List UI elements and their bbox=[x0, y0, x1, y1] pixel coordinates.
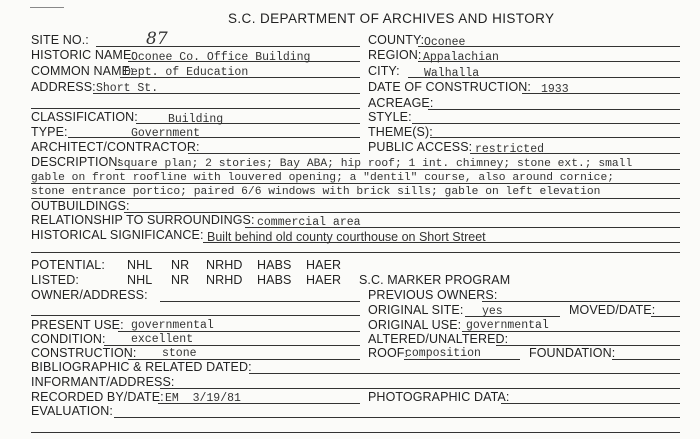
original-site-line bbox=[465, 316, 560, 317]
construction-label: CONSTRUCTION: bbox=[31, 346, 137, 360]
form-title: S.C. DEPARTMENT OF ARCHIVES AND HISTORY bbox=[228, 11, 555, 26]
city-label: CITY: bbox=[368, 64, 400, 78]
evaluation-extra-line bbox=[31, 432, 680, 433]
listed-habs[interactable]: HABS bbox=[257, 273, 292, 287]
public-access-value: restricted bbox=[475, 143, 545, 156]
description-line-2: gable on front roofline with louvered opening; a "dentil" course, also around cornice; bbox=[31, 172, 615, 184]
description-label: DESCRIPTION: bbox=[31, 155, 122, 169]
potential-nhl[interactable]: NHL bbox=[127, 258, 153, 272]
date-construction-label: DATE OF CONSTRUCTION: bbox=[368, 80, 531, 94]
county-value: Oconee bbox=[424, 36, 466, 49]
address-value: Short St. bbox=[96, 82, 159, 95]
site-no-value: 87 bbox=[146, 29, 168, 49]
moved-date-line bbox=[651, 316, 680, 317]
type-line bbox=[68, 137, 360, 138]
relationship-value: commercial area bbox=[257, 216, 361, 229]
previous-owners-label: PREVIOUS OWNERS: bbox=[368, 288, 498, 302]
type-label: TYPE: bbox=[31, 125, 68, 139]
bibliographic-label: BIBLIOGRAPHIC & RELATED DATED: bbox=[31, 360, 252, 374]
original-use-label: ORIGINAL USE: bbox=[368, 318, 462, 332]
owner-extra-line bbox=[31, 315, 360, 316]
original-site-label: ORIGINAL SITE: bbox=[368, 303, 464, 317]
section-divider bbox=[31, 108, 360, 109]
architect-line bbox=[188, 153, 360, 154]
style-line bbox=[412, 123, 680, 124]
present-use-label: PRESENT USE: bbox=[31, 318, 124, 332]
previous-owners-line bbox=[482, 301, 680, 302]
county-label: COUNTY: bbox=[368, 33, 425, 47]
description-line-3: stone entrance portico; paired 6/6 windows with brick sills; gable on left elevation bbox=[31, 186, 601, 198]
foundation-line bbox=[612, 359, 680, 360]
date-construction-value: 1933 bbox=[541, 83, 569, 96]
outbuildings-label: OUTBUILDINGS: bbox=[31, 199, 130, 213]
evaluation-line bbox=[114, 417, 680, 418]
description-underline-2 bbox=[31, 183, 680, 184]
listed-haer[interactable]: HAER bbox=[306, 273, 342, 287]
significance-label: HISTORICAL SIGNIFICANCE: bbox=[31, 228, 204, 242]
photographic-data-label: PHOTOGRAPHIC DATA: bbox=[368, 390, 510, 404]
themes-label: THEME(S): bbox=[368, 125, 433, 139]
historic-name-label: HISTORIC NAME: bbox=[31, 48, 135, 62]
photographic-data-line bbox=[501, 403, 680, 404]
roof-label: ROOF: bbox=[368, 346, 409, 360]
foundation-label: FOUNDATION: bbox=[529, 346, 616, 360]
classification-label: CLASSIFICATION: bbox=[31, 110, 138, 124]
city-value: Walhalla bbox=[424, 67, 480, 80]
potential-nr[interactable]: NR bbox=[171, 258, 190, 272]
condition-label: CONDITION: bbox=[31, 332, 106, 346]
classification-value: Building bbox=[168, 113, 224, 126]
type-value: Government bbox=[131, 127, 201, 140]
moved-date-label: MOVED/DATE: bbox=[569, 303, 656, 317]
altered-label: ALTERED/UNALTERED: bbox=[368, 332, 509, 346]
present-use-value: governmental bbox=[131, 319, 214, 332]
listed-nr[interactable]: NR bbox=[171, 273, 190, 287]
listed-label: LISTED: bbox=[31, 273, 79, 287]
section-divider bbox=[31, 252, 680, 253]
marker-program-label: S.C. MARKER PROGRAM bbox=[359, 273, 511, 287]
recorded-by-label: RECORDED BY/DATE: bbox=[31, 390, 164, 404]
address-label: ADDRESS: bbox=[31, 80, 96, 94]
common-name-label: COMMON NAME: bbox=[31, 64, 134, 78]
region-value: Appalachian bbox=[423, 51, 499, 64]
informant-label: INFORMANT/ADDRESS: bbox=[31, 375, 175, 389]
style-label: STYLE: bbox=[368, 110, 412, 124]
region-label: REGION: bbox=[368, 48, 422, 62]
construction-value: stone bbox=[162, 347, 197, 360]
roof-value: composition bbox=[405, 347, 481, 360]
informant-line bbox=[160, 388, 680, 389]
listed-nrhd[interactable]: NRHD bbox=[206, 273, 243, 287]
site-no-label: SITE NO.: bbox=[31, 33, 89, 47]
relationship-label: RELATIONSHIP TO SURROUNDINGS: bbox=[31, 213, 255, 227]
site-no-line bbox=[96, 46, 360, 47]
potential-habs[interactable]: HABS bbox=[257, 258, 292, 272]
owner-address-label: OWNER/ADDRESS: bbox=[31, 288, 148, 302]
owner-address-line bbox=[160, 301, 360, 302]
scan-mark bbox=[30, 7, 64, 8]
acreage-line bbox=[428, 109, 680, 110]
evaluation-label: EVALUATION: bbox=[31, 404, 113, 418]
significance-value: Built behind old county courthouse on Short Street bbox=[207, 230, 486, 244]
bibliographic-line bbox=[249, 373, 680, 374]
potential-label: POTENTIAL: bbox=[31, 258, 105, 272]
condition-value: excellent bbox=[131, 333, 194, 346]
architect-label: ARCHITECT/CONTRACTOR: bbox=[31, 140, 200, 154]
acreage-label: ACREAGE: bbox=[368, 96, 434, 110]
public-access-label: PUBLIC ACCESS: bbox=[368, 140, 473, 154]
recorded-by-value: EM 3/19/81 bbox=[165, 392, 241, 405]
themes-line bbox=[430, 137, 680, 138]
potential-haer[interactable]: HAER bbox=[306, 258, 342, 272]
description-underline-1 bbox=[115, 169, 680, 170]
common-name-value: Dept. of Education bbox=[124, 66, 249, 79]
description-line-1: square plan; 2 stories; Bay ABA; hip roof; 1 int. chimney; stone ext.; small bbox=[117, 158, 633, 170]
original-use-value: governmental bbox=[466, 319, 549, 332]
historic-name-value: Oconee Co. Office Building bbox=[131, 51, 311, 64]
potential-nrhd[interactable]: NRHD bbox=[206, 258, 243, 272]
original-site-value: yes bbox=[482, 305, 503, 318]
listed-nhl[interactable]: NHL bbox=[127, 273, 153, 287]
